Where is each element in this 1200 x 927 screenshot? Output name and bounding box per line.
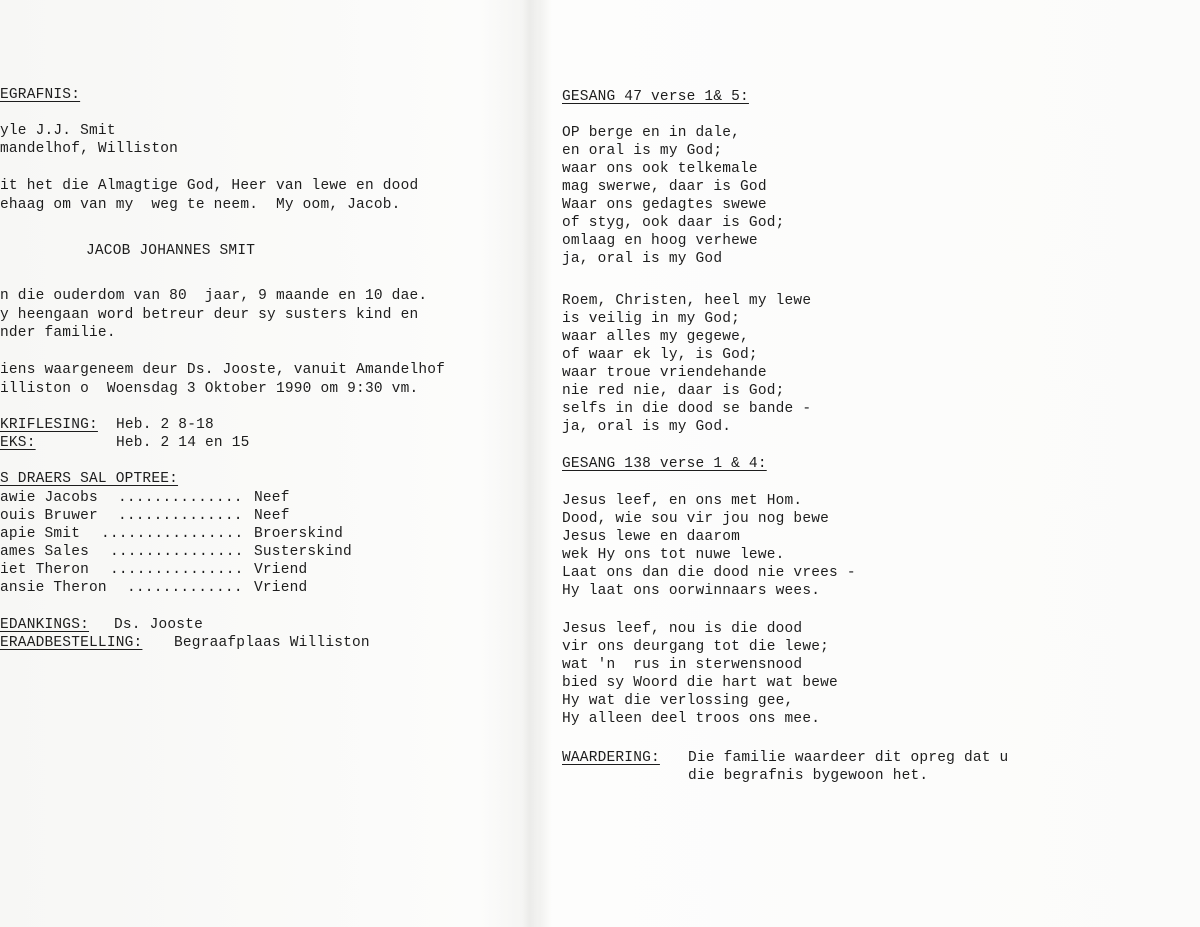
- verse-line: vir ons deurgang tot die lewe;: [562, 639, 830, 655]
- service-line-2: illiston o Woensdag 3 Oktober 1990 om 9:30 vm.: [0, 381, 419, 397]
- bearer-dots: .............: [127, 580, 243, 596]
- intro-line-1: it het die Almagtige God, Heer van lewe en dood: [0, 178, 419, 194]
- bearer-name: awie Jacobs: [0, 490, 98, 506]
- thanks-label: EDANKINGS:: [0, 617, 90, 633]
- bearer-name: ansie Theron: [0, 580, 107, 596]
- age-line-2: y heengaan word betreur deur sy susters kind en: [0, 307, 419, 323]
- funeral-heading: EGRAFNIS:: [0, 87, 81, 103]
- reading-label: KRIFLESING:: [0, 417, 98, 433]
- verse-line: waar troue vriendehande: [562, 365, 767, 381]
- text-value: Heb. 2 14 en 15: [116, 435, 250, 451]
- address-line-2: mandelhof, Williston: [0, 141, 179, 157]
- verse-line: ja, oral is my God: [562, 251, 723, 267]
- verse-line: Hy alleen deel troos ons mee.: [562, 711, 821, 727]
- bearer-name: iet Theron: [0, 562, 90, 578]
- bearer-role: Broerskind: [254, 526, 344, 542]
- verse-line: selfs in die dood se bande -: [562, 401, 812, 417]
- verse-line: Dood, wie sou vir jou nog bewe: [562, 511, 830, 527]
- verse-line: Roem, Christen, heel my lewe: [562, 293, 812, 309]
- bearer-dots: ...............: [110, 544, 244, 560]
- service-line-1: iens waargeneem deur Ds. Jooste, vanuit Amandelhof: [0, 362, 446, 378]
- verse-line: is veilig in my God;: [562, 311, 741, 327]
- verse-line: en oral is my God;: [562, 143, 723, 159]
- text-label: EKS:: [0, 435, 36, 451]
- verse-line: Laat ons dan die dood nie vrees -: [562, 565, 856, 581]
- bearer-dots: ...............: [110, 562, 244, 578]
- hymn-47-heading: GESANG 47 verse 1& 5:: [562, 89, 749, 105]
- bearer-dots: ..............: [118, 508, 243, 524]
- age-line-3: nder familie.: [0, 325, 116, 341]
- burial-value: Begraafplaas Williston: [174, 635, 370, 651]
- age-line-1: n die ouderdom van 80 jaar, 9 maande en 10 dae.: [0, 288, 428, 304]
- bearer-role: Vriend: [254, 562, 308, 578]
- bearers-heading: S DRAERS SAL OPTREE:: [0, 471, 179, 487]
- verse-line: Jesus leef, nou is die dood: [562, 621, 803, 637]
- page-fold: [522, 0, 538, 927]
- verse-line: OP berge en in dale,: [562, 125, 741, 141]
- appreciation-label: WAARDERING:: [562, 750, 660, 766]
- hymn-138-heading: GESANG 138 verse 1 & 4:: [562, 456, 767, 472]
- verse-line: mag swerwe, daar is God: [562, 179, 767, 195]
- verse-line: nie red nie, daar is God;: [562, 383, 785, 399]
- bearer-role: Neef: [254, 508, 290, 524]
- bearer-name: ames Sales: [0, 544, 90, 560]
- bearer-name: ouis Bruwer: [0, 508, 98, 524]
- thanks-value: Ds. Jooste: [114, 617, 204, 633]
- burial-label: ERAADBESTELLING:: [0, 635, 143, 651]
- verse-line: Jesus leef, en ons met Hom.: [562, 493, 803, 509]
- intro-line-2: ehaag om van my weg te neem. My oom, Jacob.: [0, 197, 401, 213]
- verse-line: bied sy Woord die hart wat bewe: [562, 675, 838, 691]
- reading-value: Heb. 2 8-18: [116, 417, 214, 433]
- verse-line: wek Hy ons tot nuwe lewe.: [562, 547, 785, 563]
- deceased-name: JACOB JOHANNES SMIT: [86, 243, 256, 259]
- verse-line: Jesus lewe en daarom: [562, 529, 741, 545]
- verse-line: Waar ons gedagtes swewe: [562, 197, 767, 213]
- appreciation-line-1: Die familie waardeer dit opreg dat u: [688, 750, 1009, 766]
- verse-line: waar alles my gegewe,: [562, 329, 749, 345]
- bearer-role: Neef: [254, 490, 290, 506]
- verse-line: ja, oral is my God.: [562, 419, 732, 435]
- verse-line: waar ons ook telkemale: [562, 161, 758, 177]
- bearer-role: Vriend: [254, 580, 308, 596]
- bearer-dots: ..............: [118, 490, 243, 506]
- bearer-dots: ................: [101, 526, 244, 542]
- appreciation-line-2: die begrafnis bygewoon het.: [688, 768, 929, 784]
- verse-line: of styg, ook daar is God;: [562, 215, 785, 231]
- verse-line: of waar ek ly, is God;: [562, 347, 758, 363]
- verse-line: omlaag en hoog verhewe: [562, 233, 758, 249]
- bearer-name: apie Smit: [0, 526, 81, 542]
- verse-line: Hy laat ons oorwinnaars wees.: [562, 583, 821, 599]
- address-line-1: yle J.J. Smit: [0, 123, 116, 139]
- verse-line: wat 'n rus in sterwensnood: [562, 657, 803, 673]
- bearer-role: Susterskind: [254, 544, 352, 560]
- verse-line: Hy wat die verlossing gee,: [562, 693, 794, 709]
